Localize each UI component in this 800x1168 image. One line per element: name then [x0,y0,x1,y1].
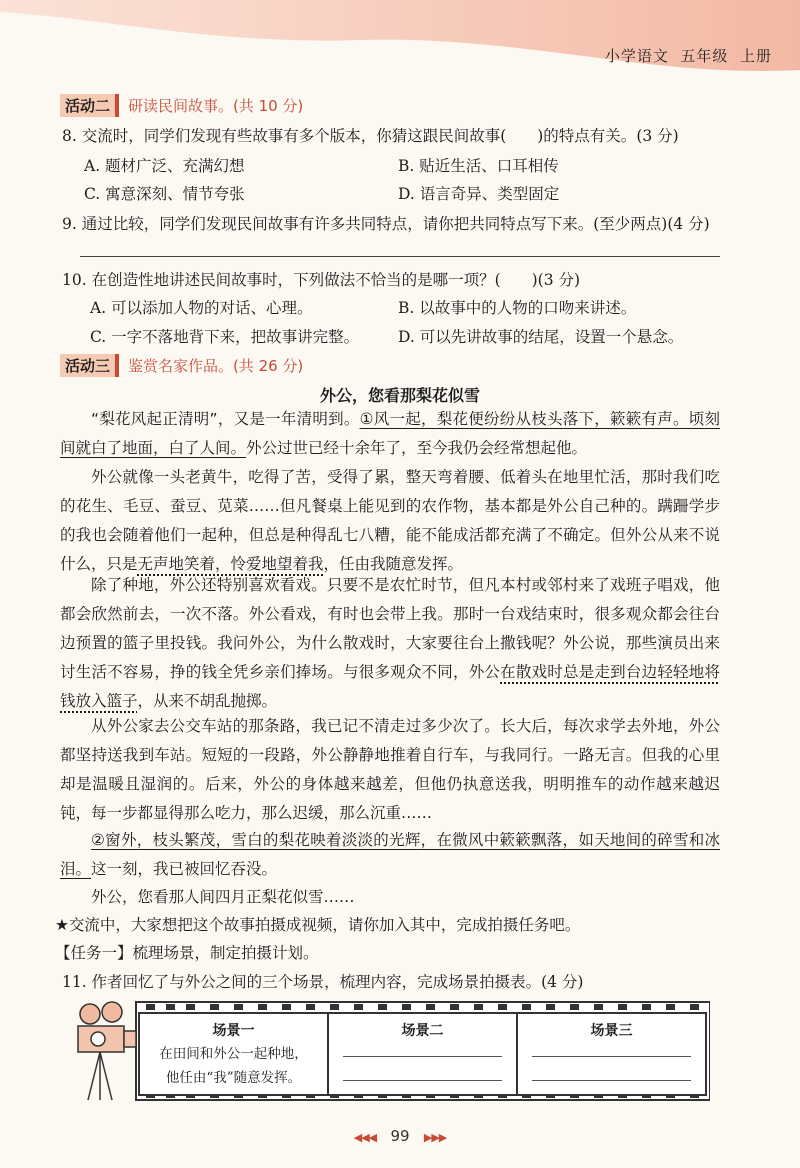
activity2-badge: 活动二 [60,94,119,117]
q10-option-c[interactable]: C. 一字不落地背下来，把故事讲完整。 [90,328,360,346]
article-paragraph-2: 外公就像一头老黄牛，吃得了苦，受得了累，整天弯着腰、低着头在地里忙活，那时我们吃的花生、毛豆、蚕豆、苋菜……但凡餐桌上能见到的农作物，基本都是外公自己种的。蹒跚学步的我也会随着他们一起种，但总是种得乱七八糟，能不能成活都充满了不确定。但外公从来不说什么，只是无声地笑着，怜爱地望着我，任由我随意发挥。 [60,468,720,573]
scene-2-answer-line-2[interactable] [343,1080,502,1081]
article-title: 外公，您看那梨花似雪 [319,386,480,405]
page-footer [0,1127,800,1145]
q10-option-a[interactable]: A. 可以添加人物的对话、心理。 [90,299,313,317]
q8-option-c[interactable]: C. 寓意深刻、情节夸张 [84,185,245,203]
header-subject: 小学语文 五年级 上册 [604,47,772,65]
underlined-sentence-2: ②窗外，枝头繁茂，雪白的梨花映着淡淡的光辉，在微风中簌簌飘落，如天地间的碎雪和冰泪。 [60,831,720,878]
q10-option-b[interactable]: B. 以故事中的人物的口吻来讲述。 [398,299,637,317]
article-paragraph-6: 外公，您看那人间四月正梨花似雪…… [91,888,355,906]
q11-stem: 11. 作者回忆了与外公之间的三个场景，梳理内容，完成场景拍摄表。(4 分) [62,973,584,991]
underlined-sentence-1: ①风一起，梨花便纷纷从枝头落下，簌簌有声。顷刻间就白了地面，白了人间。 [60,410,720,457]
scene-cell-2[interactable] [329,1014,518,1094]
scene-2-label: 场景二 [401,1023,444,1039]
next-arrows-icon: ▶▶▶ [423,1131,447,1144]
q8-option-a[interactable]: A. 题材广泛、充满幻想 [84,157,245,175]
article-paragraph-3: 除了种地，外公还特别喜欢看戏。只要不是农忙时节，但凡本村或邻村来了戏班子唱戏，他都会欣然前去，一次不落。外公看戏，有时也会带上我。那时一台戏结束时，很多观众都会往台边预置的篮子里投钱。我问外公，为什么散戏时，大家要往台上撒钱呢？外公说，那些演员出来讨生活不容易，挣的钱全凭乡亲们捧场。与很多观众不同，外公在散戏时总是走到台边轻轻地将钱放入篮子，从来不胡乱抛掷。 [60,576,720,710]
article-paragraph-5: ②窗外，枝头繁茂，雪白的梨花映着淡淡的光辉，在微风中簌簌飘落，如天地间的碎雪和冰泪。这一刻，我已被回忆吞没。 [60,831,720,878]
q8-option-b[interactable]: B. 贴近生活、口耳相传 [398,157,559,175]
q9-stem: 9. 通过比较，同学们发现民间故事有许多共同特点，请你把共同特点写下来。(至少两点)(4 分) [62,215,710,233]
activity3-title: 鉴赏名家作品。(共 26 分) [127,357,304,375]
scene-cell-3[interactable] [518,1014,705,1094]
scene-cell-1 [140,1014,329,1094]
scene-3-label: 场景三 [590,1023,633,1039]
q10-option-d[interactable]: D. 可以先讲故事的结尾，设置一个悬念。 [398,328,684,346]
activity2-heading [60,94,303,117]
scene-table [138,1012,707,1096]
scene-3-answer-line-1[interactable] [532,1056,691,1057]
activity3-badge: 活动三 [60,354,119,377]
prev-arrows-icon: ◀◀◀ [353,1131,377,1144]
projector-icon [78,1002,136,1100]
dotted-phrase-2: 在散戏时总是走到台边轻轻地将钱放入篮子 [60,663,720,710]
task-one-heading: 【任务一】梳理场景，制定拍摄计划。 [55,944,319,962]
article-paragraph-4: 从外公家去公交车站的那条路，我已记不清走过多少次了。长大后，每次求学去外地，外公都坚持送我到车站。短短的一段路，外公静静地推着自行车，与我同行。一路无言。但我的心里却是温暖且湿润的。后来，外公的身体越来越差，但他仍执意送我，明明推车的动作越来越迟钝，每一步都显得那么吃力，那么迟缓，那么沉重…… [60,717,720,822]
page-number: 99 [390,1127,410,1145]
activity3-heading [60,354,303,377]
q10-stem: 10. 在创造性地讲述民间故事时，下列做法不恰当的是哪一项？( )(3 分) [62,271,581,289]
scene-3-answer-line-2[interactable] [532,1080,691,1081]
task-intro: ★交流中，大家想把这个故事拍摄成视频，请你加入其中，完成拍摄任务吧。 [55,916,581,934]
scene-2-answer-line-1[interactable] [343,1056,502,1057]
q8-option-d[interactable]: D. 语言奇异、类型固定 [398,185,560,203]
q9-answer-line[interactable] [80,256,720,257]
article-paragraph-1: “梨花风起正清明”，又是一年清明到。①风一起，梨花便纷纷从枝头落下，簌簌有声。顷刻间就白了地面，白了人间。外公过世已经十余年了，至今我仍会经常想起他。 [60,410,720,457]
scene-1-label: 场景一 [212,1023,255,1039]
dotted-phrase-1: 无声地笑着，怜爱地望着我 [137,555,324,573]
scene-1-text: 在田间和外公一起种地， 他任由“我”随意发挥。 [159,1046,308,1086]
activity2-title: 研读民间故事。(共 10 分) [127,97,304,115]
q8-stem: 8. 交流时，同学们发现有些故事有多个版本，你猜这跟民间故事( )的特点有关。(3 分) [62,127,679,145]
